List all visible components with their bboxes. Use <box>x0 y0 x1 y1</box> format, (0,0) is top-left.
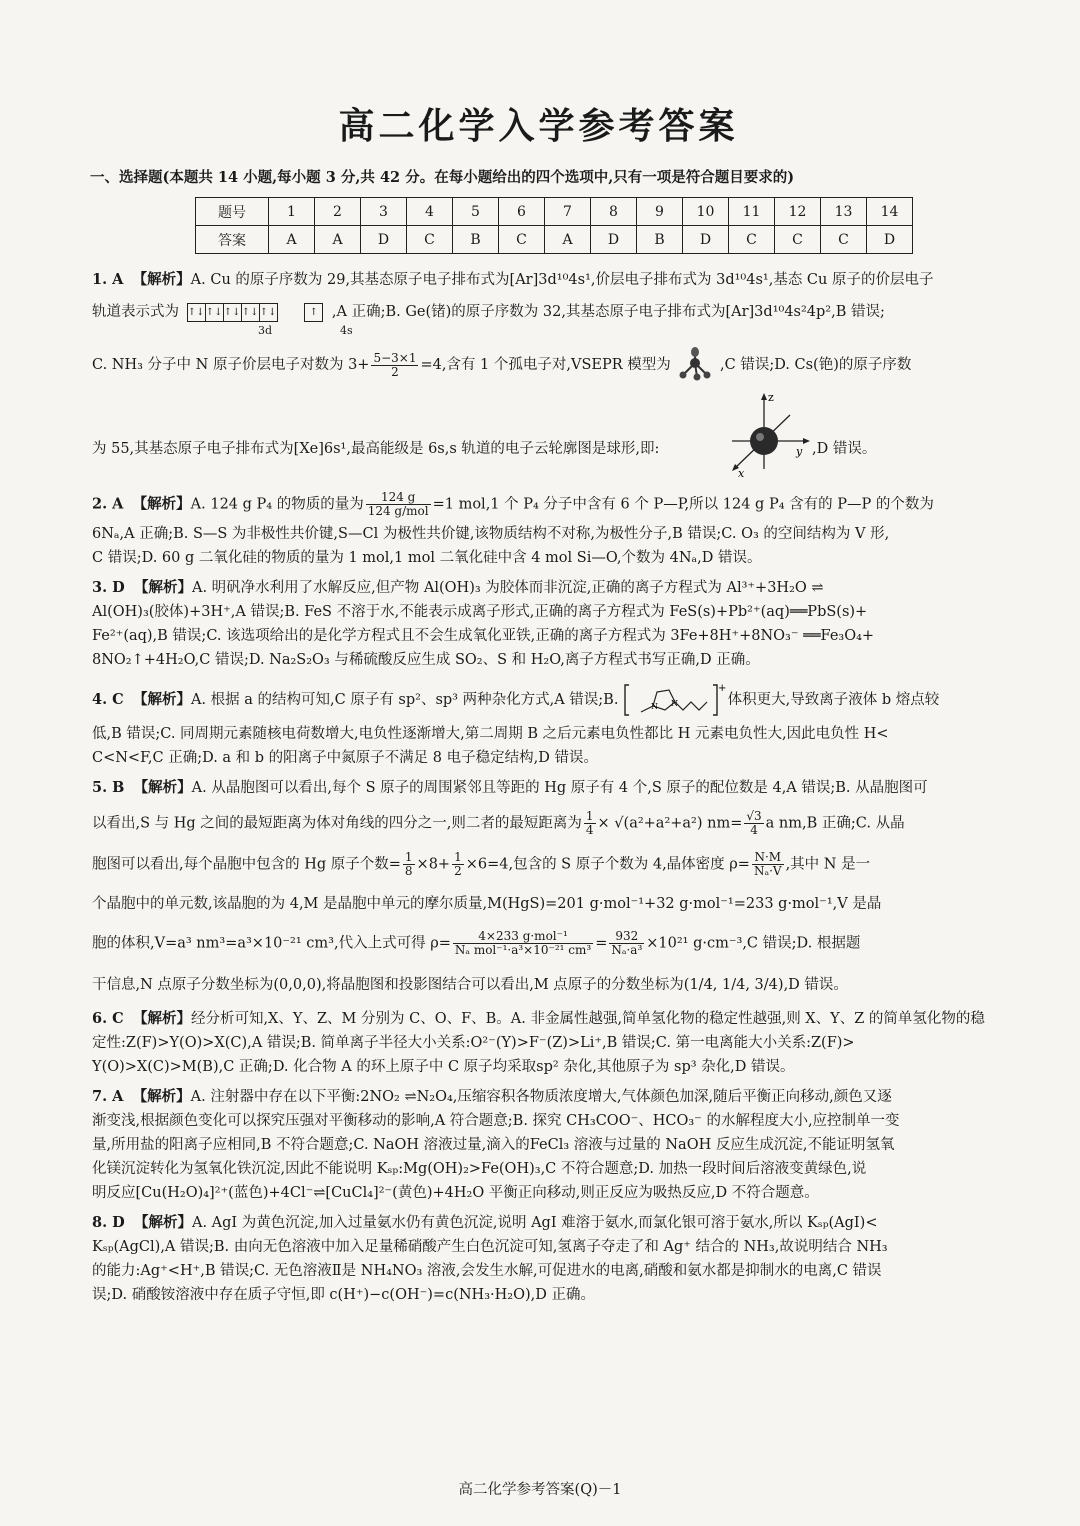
question-number-cell: 11 <box>729 198 775 226</box>
text-line: 以看出,S 与 Hg 之间的最短距离为体对角线的四分之一,则二者的最短距离为 <box>92 815 582 832</box>
fraction: $\frac{\text{4×233 g·mol⁻¹}}{\text{Nₐ mol⁻¹·a³×10⁻²¹ cm³}}$ <box>454 929 592 957</box>
analysis-tag: 【解析】 <box>132 691 191 708</box>
text-line: 胞图可以看出,每个晶胞中包含的 Hg 原子个数= <box>92 856 401 873</box>
fraction: $\frac{5-3\times 1}{2}$ <box>373 350 417 379</box>
fraction: $\frac{932}{\text{Nₐ·a³}}$ <box>611 929 643 957</box>
answer-table <box>195 197 913 254</box>
text-line: 经分析可知,X、Y、Z、M 分别为 C、O、F、B。A. 非金属性越强,简单氢化物的稳定性越强,则 X、Y、Z 的简单氢化物的稳 <box>190 1011 985 1027</box>
question-number: 6. C <box>92 1010 124 1027</box>
analysis-tag: 【解析】 <box>132 271 191 288</box>
fraction: $\frac{124 g}{\text{124 g/mol}}$ <box>367 490 429 518</box>
answer-cell: C <box>729 226 775 254</box>
question-number: 1. A <box>92 271 124 288</box>
text-line: ,A 正确;B. Ge(锗)的原子序数为 32,其基态原子电子排布式为[Ar]3d¹⁰4s²4p²,B 错误; <box>331 304 885 320</box>
fractional-coordinate: (1/4, 1/4, 3/4) <box>683 977 784 993</box>
text-line: A. Cu 的原子序数为 29,其基态原子电子排布式为[Ar]3d¹⁰4s¹,价层电子排布式为 3d¹⁰4s¹,基态 Cu 原子的价层电子 <box>190 272 934 288</box>
text-line: 定性:Z(F)>Y(O)>X(C),A 错误;B. 简单离子半径大小关系:O²⁻(Y)>F⁻(Z)>Li⁺,B 错误;C. 第一电离能大小关系:Z(F)> <box>92 1035 855 1051</box>
question-number-cell: 14 <box>867 198 913 226</box>
text-line: ,D 错误。 <box>783 977 848 993</box>
answer-cell: A <box>269 226 315 254</box>
fraction: $\frac{1}{8}$ <box>404 850 413 878</box>
text-line: ×6=4,包含的 S 原子个数为 4,晶体密度 ρ= <box>465 856 750 873</box>
text-line: Al(OH)₃(胶体)+3H⁺,A 错误;B. FeS 不溶于水,不能表示成离子形式,正确的离子方程式为 FeS(s)+Pb²⁺(aq)══PbS(s)+ <box>92 604 868 620</box>
text-line: A. AgI 为黄色沉淀,加入过量氨水仍有黄色沉淀,说明 AgI 难溶于氨水,而氯化银可溶于氨水,所以 Kₛₚ(AgI)< <box>191 1215 878 1231</box>
orbital-label-3d: 3d <box>258 324 273 337</box>
svg-text:+: + <box>718 683 727 694</box>
orbital-box: ↑↓ <box>259 303 278 322</box>
text-line: 6Nₐ,A 正确;B. S—S 为非极性共价键,S—Cl 为极性共价键,该物质结构不对称,为极性分子,B 错误;C. O₃ 的空间结构为 V 形, <box>92 526 890 542</box>
question-8 <box>92 1211 985 1307</box>
text-line: 化镁沉淀转化为氢氧化铁沉淀,因此不能说明 Kₛₚ:Mg(OH)₂>Fe(OH)₃,C 不符合题意;D. 加热一段时间后溶液变黄绿色,说 <box>92 1161 867 1177</box>
question-number-cell: 9 <box>637 198 683 226</box>
text-line: 低,B 错误;C. 同周期元素随核电荷数增大,电负性逐渐增大,第二周期 B 之后元素电负性都比 H 元素电负性大,因此电负性 H< <box>92 726 889 742</box>
text-line: A. 124 g P₄ 的物质的量为 <box>190 496 364 513</box>
question-number: 5. B <box>92 779 125 796</box>
answer-cell: D <box>867 226 913 254</box>
text-line: A. 从晶胞图可以看出,每个 S 原子的周围紧邻且等距的 Hg 原子有 4 个,S 原子的配位数是 4,A 错误;B. 从晶胞图可 <box>191 780 928 796</box>
fraction: $\frac{N\cdot M}{\text{Nₐ·V}}$ <box>753 850 782 878</box>
orbital-label-4s: 4s <box>340 324 353 337</box>
text-line: A. 根据 a 的结构可知,C 原子有 sp²、sp³ 两种杂化方式,A 错误;B. <box>190 692 619 708</box>
answer-cell: B <box>453 226 499 254</box>
text-line: A. 明矾净水利用了水解反应,但产物 Al(OH)₃ 为胶体而非沉淀,正确的离子方程式为 Al³⁺+3H₂O ⇌ <box>191 580 824 596</box>
question-1 <box>92 268 985 480</box>
question-number-cell: 1 <box>269 198 315 226</box>
page-footer: 高二化学参考答案(Q)－1 <box>458 1482 622 1498</box>
question-number-cell: 8 <box>591 198 637 226</box>
answer-cell: C <box>821 226 867 254</box>
text-line: A. 注射器中存在以下平衡:2NO₂ ⇌N₂O₄,压缩容积各物质浓度增大,气体颜色加深,随后平衡正向移动,颜色又逐 <box>190 1089 892 1105</box>
answer-cell: B <box>637 226 683 254</box>
question-number-cell: 3 <box>361 198 407 226</box>
axis-label-x: x <box>738 467 745 480</box>
question-number: 8. D <box>92 1214 125 1231</box>
orbital-box: ↑ <box>304 303 323 322</box>
analysis-tag: 【解析】 <box>132 1088 191 1105</box>
question-3 <box>92 576 985 672</box>
imidazolium-cation-structure-icon <box>623 682 727 718</box>
s-orbital-sphere-icon <box>722 391 812 480</box>
question-number-cell: 12 <box>775 198 821 226</box>
svg-text:N: N <box>671 699 679 708</box>
orbital-box: ↑↓ <box>205 303 224 322</box>
fraction: $\frac{1}{2}$ <box>454 850 462 878</box>
text-line: Kₛₚ(AgCl),A 错误;B. 由向无色溶液中加入足量稀硝酸产生白色沉淀可知,氢离子夺走了和 Ag⁺ 结合的 NH₃,故说明结合 NH₃ <box>92 1239 888 1255</box>
text-line: ,C 错误;D. Cs(铯)的原子序数 <box>720 357 912 373</box>
question-number-cell: 13 <box>821 198 867 226</box>
answer-cell: A <box>545 226 591 254</box>
table-header-cell: 答案 <box>196 226 269 254</box>
text-line: 胞的体积,V=a³ nm³=a³×10⁻²¹ cm³,代入上式可得 ρ= <box>92 935 451 952</box>
question-number: 2. A <box>92 495 124 513</box>
text-line: 量,所用盐的阳离子应相同,B 不符合题意;C. NaOH 溶液过量,滴入的FeCl₃ 溶液与过量的 NaOH 反应生成沉淀,不能证明氢氧 <box>92 1137 895 1153</box>
question-number: 4. C <box>92 691 124 708</box>
answer-cell: D <box>361 226 407 254</box>
text-line: 8NO₂↑+4H₂O,C 错误;D. Na₂S₂O₃ 与稀硫酸反应生成 SO₂、S 和 H₂O,离子方程式书写正确,D 正确。 <box>92 652 760 668</box>
orbital-box: ↑↓ <box>187 303 206 322</box>
axis-label-z: z <box>768 391 774 404</box>
analysis-tag: 【解析】 <box>133 579 192 596</box>
question-number: 3. D <box>92 579 125 596</box>
text-line: C<N<F,C 正确;D. a 和 b 的阳离子中氮原子不满足 8 电子稳定结构,D 错误。 <box>92 750 598 766</box>
question-5 <box>92 776 985 997</box>
question-number: 7. A <box>92 1088 124 1105</box>
text-line: 轨道表示式为 <box>92 304 179 320</box>
fraction: $\frac{1}{4}$ <box>585 809 594 837</box>
question-number-cell: 2 <box>315 198 361 226</box>
question-7 <box>92 1085 985 1205</box>
table-row-answers <box>196 226 913 254</box>
orbital-box: ↑↓ <box>223 303 242 322</box>
text-line: 体积更大,导致离子液体 b 熔点较 <box>727 692 940 708</box>
table-row-numbers <box>196 198 913 226</box>
text-line: Y(O)>X(C)>M(B),C 正确;D. 化合物 A 的环上原子中 C 原子均采取sp² 杂化,其他原子为 sp³ 杂化,D 错误。 <box>92 1059 795 1075</box>
fraction: $\frac{√3}{4}$ <box>746 809 762 837</box>
question-number-cell: 4 <box>407 198 453 226</box>
table-header-cell: 题号 <box>196 198 269 226</box>
page-title: 高二化学入学参考答案 <box>338 105 739 147</box>
text-line: 干信息,N 点原子分数坐标为(0,0,0),将晶胞图和投影图结合可以看出,M 点原子的分数坐标为 <box>92 977 684 993</box>
section-heading: 一、选择题(本题共 14 小题,每小题 3 分,共 42 分。在每小题给出的四个选项中,只有一项是符合题目要求的) <box>90 169 795 186</box>
answer-cell: D <box>591 226 637 254</box>
text-line: 为 55,其基态原子电子排布式为[Xe]6s¹,最高能级是 6s,s 轨道的电子云轮廓图是球形,即: <box>92 441 660 457</box>
analysis-tag: 【解析】 <box>133 779 192 796</box>
text-line: ×8+ <box>416 856 451 873</box>
answer-cell: A <box>315 226 361 254</box>
answer-cell: C <box>499 226 545 254</box>
text-line: ,其中 N 是一 <box>785 856 871 873</box>
text-line: C 错误;D. 60 g 二氧化硅的物质的量为 1 mol,1 mol 二氧化硅中含 4 mol Si—O,个数为 4Nₐ,D 错误。 <box>92 550 762 566</box>
text-line: a nm,B 正确;C. 从晶 <box>765 815 905 832</box>
question-number-cell: 6 <box>499 198 545 226</box>
answer-cell: C <box>775 226 821 254</box>
text-line: × √(a²+a²+a²) nm= <box>597 815 743 832</box>
question-2 <box>92 491 985 570</box>
text-line: ×10²¹ g·cm⁻³,C 错误;D. 根据题 <box>646 935 861 952</box>
text-line: = <box>595 935 608 952</box>
text-line: ,D 错误。 <box>812 441 877 457</box>
analysis-tag: 【解析】 <box>133 1214 192 1231</box>
svg-text:N: N <box>651 702 659 711</box>
text-line: 误;D. 硝酸铵溶液中存在质子守恒,即 c(H⁺)−c(OH⁻)=c(NH₃·H₂O),D 正确。 <box>92 1287 595 1303</box>
text-line: =1 mol,1 个 P₄ 分子中含有 6 个 P—P,所以 124 g P₄ 含有的 P—P 的个数为 <box>432 496 934 513</box>
analysis-tag: 【解析】 <box>132 1010 191 1027</box>
text-line: Fe²⁺(aq),B 错误;C. 该选项给出的是化学方程式且不会生成氧化亚铁,正确的离子方程式为 3Fe+8H⁺+8NO₃⁻ ══Fe₃O₄+ <box>92 628 875 644</box>
question-6 <box>92 1007 985 1079</box>
text-line: =4,含有 1 个孤电子对,VSEPR 模型为 <box>420 357 671 373</box>
orbital-diagram <box>188 300 324 324</box>
answer-cell: D <box>683 226 729 254</box>
question-number-cell: 10 <box>683 198 729 226</box>
text-line: 的能力:Ag⁺<H⁺,B 错误;C. 无色溶液Ⅱ是 NH₄NO₃ 溶液,会发生水解,可促进水的电离,硝酸和氨水都是抑制水的电离,C 错误 <box>92 1263 882 1279</box>
question-4 <box>92 682 985 770</box>
text-line: C. NH₃ 分子中 N 原子价层电子对数为 3+ <box>92 357 370 373</box>
question-number-cell: 7 <box>545 198 591 226</box>
text-line: 个晶胞中的单元数,该晶胞的为 4,M 是晶胞中单元的摩尔质量,M(HgS)=201 g·mol⁻¹+32 g·mol⁻¹=233 g·mol⁻¹,V 是晶 <box>92 896 882 912</box>
orbital-box: ↑↓ <box>241 303 260 322</box>
question-number-cell: 5 <box>453 198 499 226</box>
analysis-tag: 【解析】 <box>132 495 191 513</box>
text-line: 明反应[Cu(H₂O)₄]²⁺(蓝色)+4Cl⁻⇌[CuCl₄]²⁻(黄色)+4H₂O 平衡正向移动,则正反应为吸热反应,D 不符合题意。 <box>92 1185 819 1201</box>
axis-label-y: y <box>796 445 803 458</box>
vsepr-model-icon <box>675 347 715 383</box>
answer-cell: C <box>407 226 453 254</box>
text-line: 渐变浅,根据颜色变化可以探究压强对平衡移动的影响,A 符合题意;B. 探究 CH₃COO⁻、HCO₃⁻ 的水解程度大小,应控制单一变 <box>92 1113 900 1129</box>
